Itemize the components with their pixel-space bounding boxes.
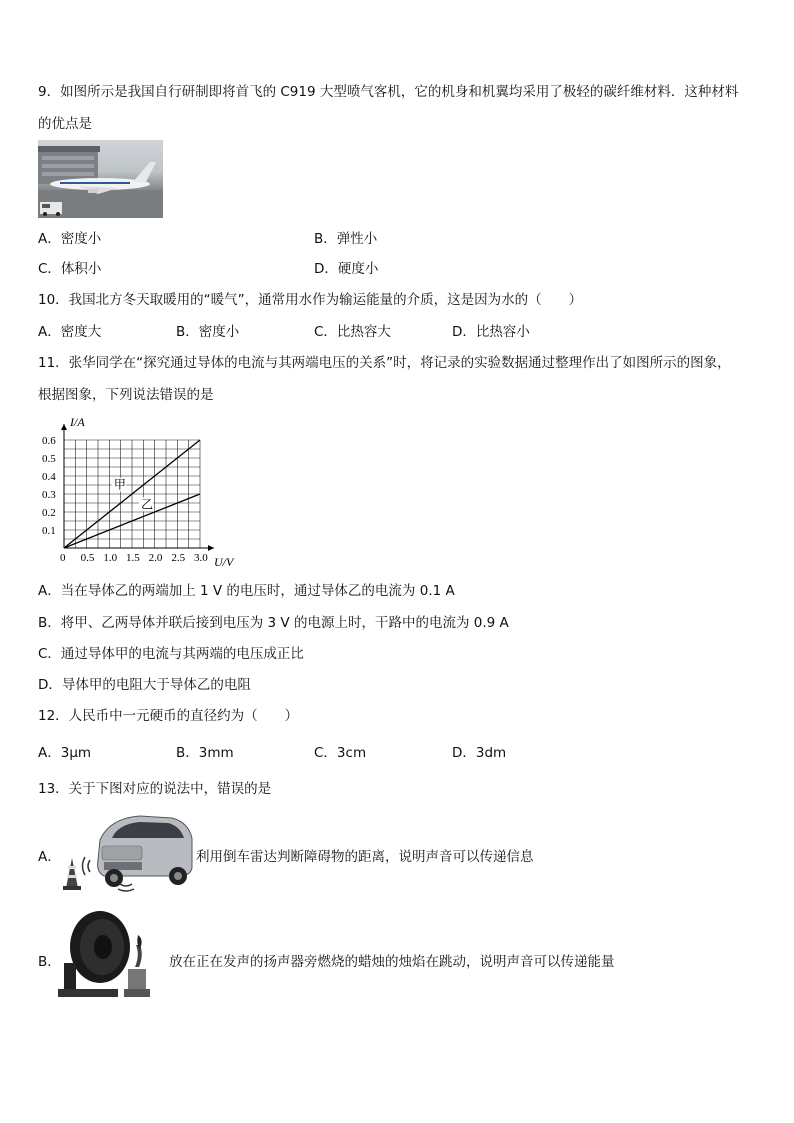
x-tick-label: 0 bbox=[60, 552, 66, 564]
x-tick-label: 2.0 bbox=[148, 552, 163, 564]
q10-option-b: B．密度小 bbox=[176, 324, 240, 340]
q11-stem-line1: 11．张华同学在“探究通过导体的电流与其两端电压的关系”时，将记录的实验数据通过整理作出了如图所示的图象， bbox=[38, 355, 731, 371]
y-tick-label: 0.4 bbox=[42, 471, 56, 483]
x-tick-label: 0.5 bbox=[80, 552, 95, 564]
series-label: 乙 bbox=[141, 497, 154, 512]
x-tick-label: 1.0 bbox=[103, 552, 118, 564]
q10-stem: 10．我国北方冬天取暖用的“暖气”，通常用水作为输运能量的介质，这是因为水的（ ） bbox=[38, 292, 583, 308]
x-axis-title: U/V bbox=[214, 555, 234, 569]
q10-option-c: C．比热容大 bbox=[314, 324, 391, 340]
c919-airplane-photo bbox=[38, 140, 163, 218]
q13-option-a-label: A． bbox=[38, 849, 61, 865]
q9-option-d: D．硬度小 bbox=[314, 261, 379, 277]
y-tick-label: 0.2 bbox=[42, 507, 56, 519]
q9-option-b: B．弹性小 bbox=[314, 231, 378, 247]
q10-option-d: D．比热容小 bbox=[452, 324, 530, 340]
speaker-candle-image bbox=[56, 905, 168, 1001]
q13-option-b-text: 放在正在发声的扬声器旁燃烧的蜡烛的烛焰在跳动，说明声音可以传递能量 bbox=[169, 954, 615, 970]
y-tick-label: 0.1 bbox=[42, 525, 56, 537]
q12-option-d: D．3dm bbox=[452, 745, 507, 761]
q12-option-c: C．3cm bbox=[314, 745, 367, 761]
series-label: 甲 bbox=[113, 477, 126, 492]
q9-stem-line1: 9．如图所示是我国自行研制即将首飞的 C919 大型喷气客机，它的机身和机翼均采用了极轻的碳纤维材料．这种材料 bbox=[38, 84, 739, 100]
y-axis-title: I/A bbox=[70, 415, 85, 429]
q11-option-d: D．导体甲的电阻大于导体乙的电阻 bbox=[38, 677, 251, 693]
y-tick-label: 0.5 bbox=[42, 453, 56, 465]
q12-stem: 12．人民币中一元硬币的直径约为（ ） bbox=[38, 708, 299, 724]
q9-option-a: A．密度小 bbox=[38, 231, 102, 247]
x-axis-arrow bbox=[208, 545, 214, 551]
q11-option-c: C．通过导体甲的电流与其两端的电压成正比 bbox=[38, 646, 304, 662]
q12-option-b: B．3mm bbox=[176, 745, 234, 761]
q11-option-b: B．将甲、乙两导体并联后接到电压为 3 V 的电源上时，干路中的电流为 0.9 A bbox=[38, 615, 509, 631]
q12-option-a: A．3μm bbox=[38, 745, 92, 761]
q11-stem-line2: 根据图象，下列说法错误的是 bbox=[38, 387, 214, 403]
x-tick-label: 3.0 bbox=[194, 552, 208, 564]
x-tick-label: 2.5 bbox=[171, 552, 186, 564]
current-voltage-chart bbox=[38, 412, 234, 574]
y-tick-label: 0.6 bbox=[42, 435, 56, 447]
y-axis-arrow bbox=[61, 424, 67, 430]
q11-option-a: A．当在导体乙的两端加上 1 V 的电压时，通过导体乙的电流为 0.1 A bbox=[38, 583, 455, 599]
q10-option-a: A．密度大 bbox=[38, 324, 102, 340]
q9-stem-line2: 的优点是 bbox=[38, 116, 92, 132]
y-tick-label: 0.3 bbox=[42, 489, 56, 501]
q9-option-c: C．体积小 bbox=[38, 261, 102, 277]
reverse-radar-car-image bbox=[60, 812, 195, 892]
q13-stem: 13．关于下图对应的说法中，错误的是 bbox=[38, 781, 272, 797]
x-tick-label: 1.5 bbox=[126, 552, 140, 564]
q13-option-a-text: 利用倒车雷达判断障碍物的距离，说明声音可以传递信息 bbox=[196, 849, 534, 865]
q13-option-b-label: B． bbox=[38, 954, 61, 970]
